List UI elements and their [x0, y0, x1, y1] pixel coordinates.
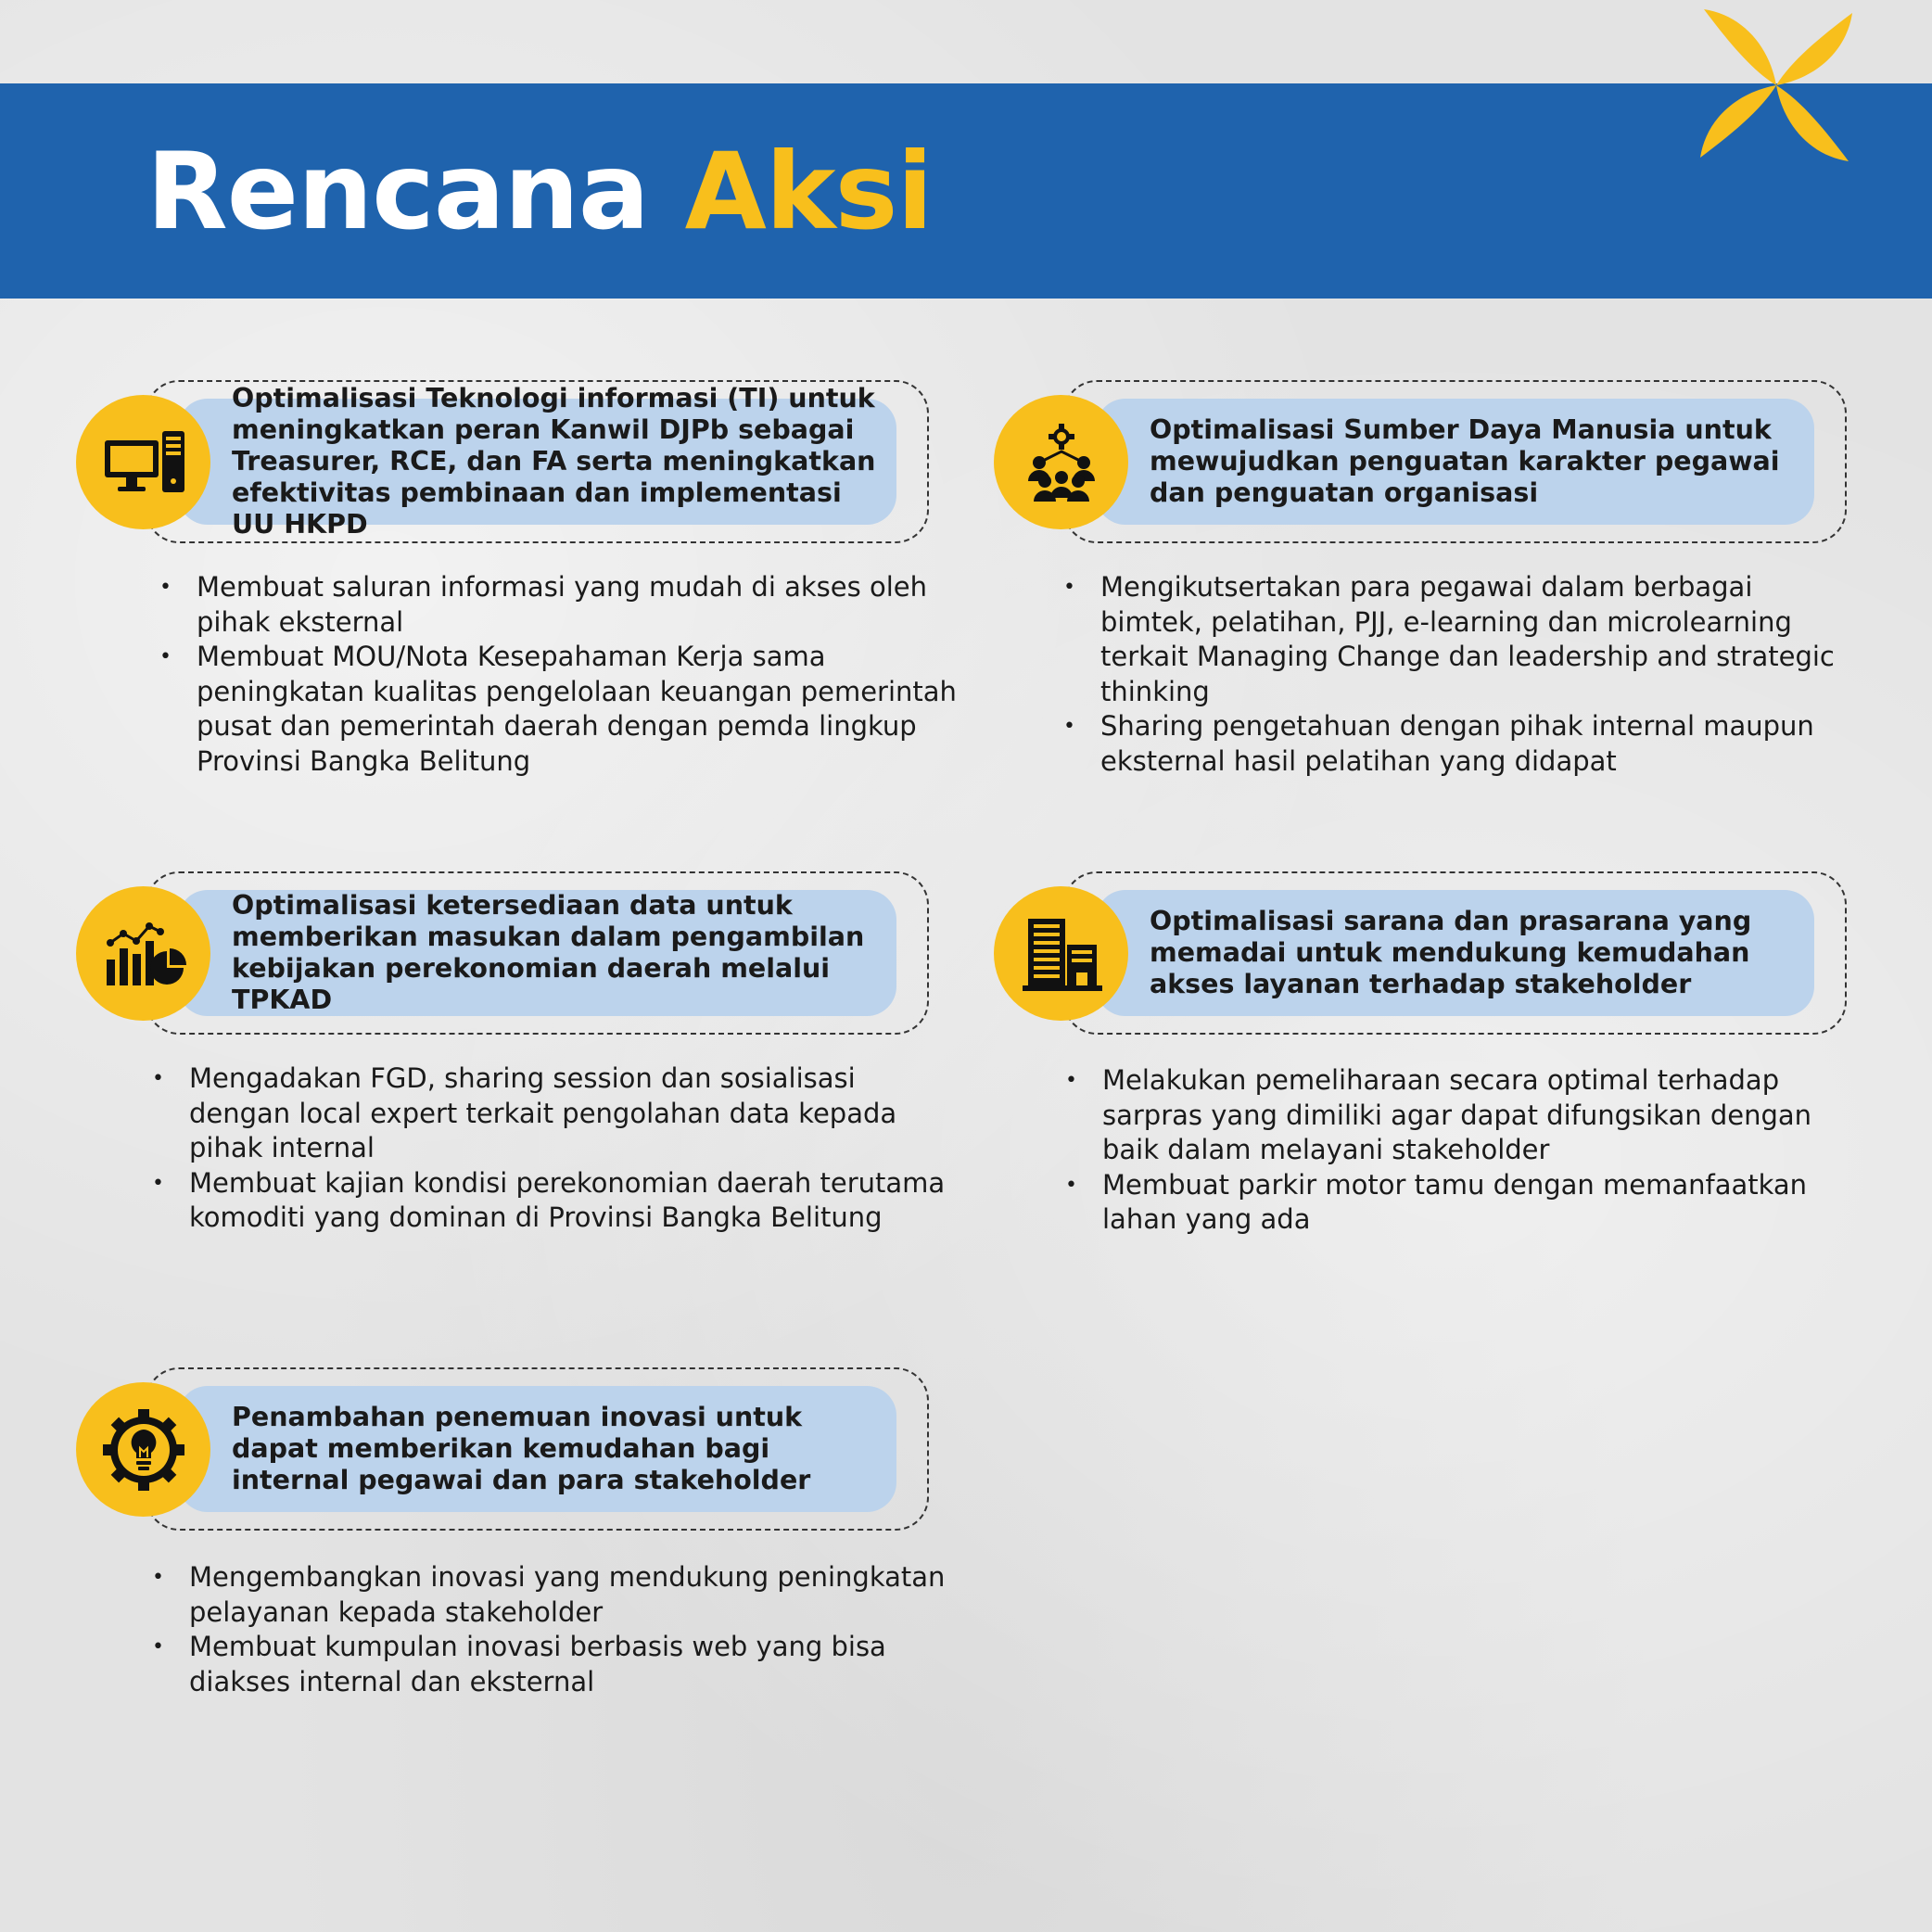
analytics-icon	[76, 886, 210, 1021]
list-item: • Mengikutsertakan para pegawai dalam berbagai bimtek, pelatihan, PJJ, e-learning dan microlearning terkait Managing Change dan leadership and strategic thinking	[1063, 570, 1861, 709]
card-heading: Penambahan penemuan inovasi untuk dapat memberikan kemudahan bagi internal pegawai dan para stakeholder	[232, 1401, 811, 1496]
list-item: • Membuat kumpulan inovasi berbasis web yang bisa diakses internal dan eksternal	[152, 1630, 949, 1699]
page-title	[146, 130, 933, 253]
card-heading: Optimalisasi Teknologi informasi (TI) untuk meningkatkan peran Kanwil DJPb sebagai Treasurer, RCE, dan FA serta meningkatkan efektivitas pembinaan dan implementasi UU HKPD	[232, 382, 876, 540]
page-title-part-1: Rencana	[146, 130, 649, 253]
action-list	[1063, 570, 1861, 779]
list-item: • Melakukan pemeliharaan secara optimal terhadap sarpras yang dimiliki agar dapat difungsikan dengan baik dalam melayani stakeholder	[1065, 1063, 1862, 1168]
list-item: • Mengadakan FGD, sharing session dan sosialisasi dengan local expert terkait pengolahan data kepada pihak internal	[152, 1061, 949, 1166]
card-heading: Optimalisasi ketersediaan data untuk memberikan masukan dalam pengambilan kebijakan perekonomian daerah melalui TPKAD	[232, 889, 865, 1016]
list-item: • Membuat kajian kondisi perekonomian daerah terutama komoditi yang dominan di Provinsi Bangka Belitung	[152, 1166, 949, 1236]
action-list	[1065, 1063, 1862, 1238]
flower-logo-icon	[1697, 6, 1856, 165]
card-heading: Optimalisasi sarana dan prasarana yang memadai untuk mendukung kemudahan akses layanan terhadap stakeholder	[1150, 905, 1752, 1000]
action-list	[159, 570, 957, 779]
building-icon	[994, 886, 1128, 1021]
action-list	[152, 1061, 949, 1236]
page-title-part-2: Aksi	[684, 130, 933, 253]
innovation-lightbulb-icon	[76, 1382, 210, 1517]
list-item: • Sharing pengetahuan dengan pihak internal maupun eksternal hasil pelatihan yang didapat	[1063, 709, 1861, 779]
team-icon	[994, 395, 1128, 529]
action-list	[152, 1560, 949, 1699]
computer-icon	[76, 395, 210, 529]
list-item: • Membuat parkir motor tamu dengan memanfaatkan lahan yang ada	[1065, 1168, 1862, 1238]
list-item: • Mengembangkan inovasi yang mendukung peningkatan pelayanan kepada stakeholder	[152, 1560, 949, 1630]
list-item: • Membuat saluran informasi yang mudah di akses oleh pihak eksternal	[159, 570, 957, 640]
list-item: • Membuat MOU/Nota Kesepahaman Kerja sama peningkatan kualitas pengelolaan keuangan pemerintah pusat dan pemerintah daerah dengan pemda lingkup Provinsi Bangka Belitung	[159, 640, 957, 779]
card-heading: Optimalisasi Sumber Daya Manusia untuk mewujudkan penguatan karakter pegawai dan penguatan organisasi	[1150, 413, 1780, 509]
